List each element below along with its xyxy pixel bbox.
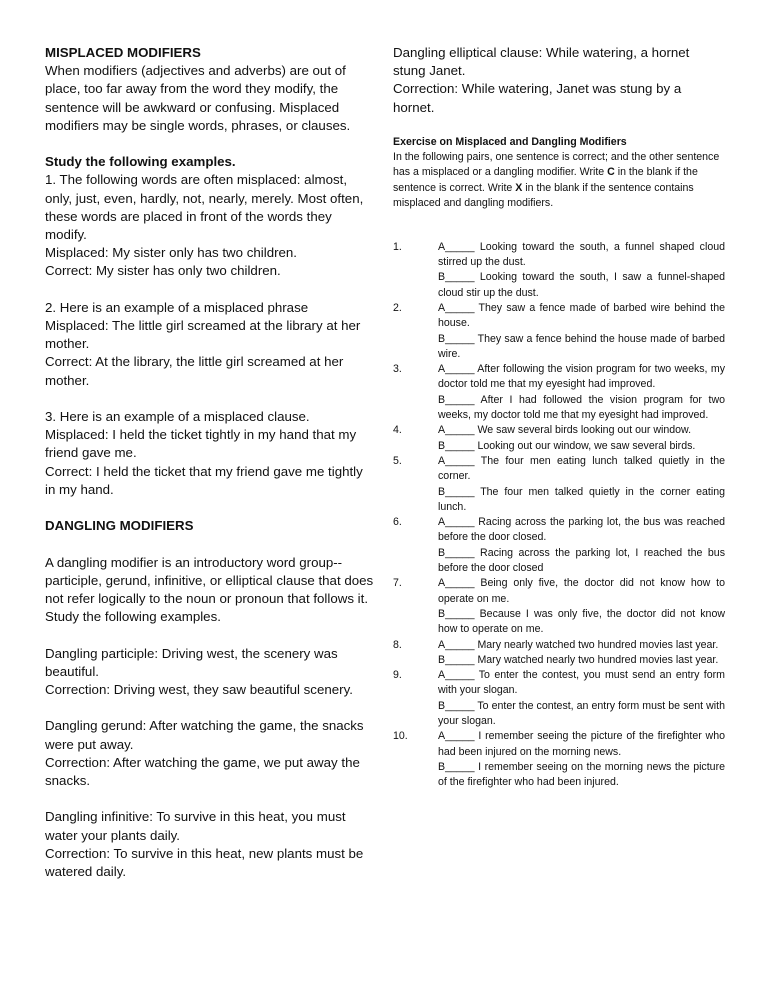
exercise-item bbox=[393, 423, 725, 454]
option-a: A_____ Mary nearly watched two hundred movies last year. bbox=[438, 638, 719, 651]
left-column bbox=[45, 44, 375, 881]
option-a: A_____ We saw several birds looking out our window. bbox=[438, 424, 692, 437]
instr-part3: in the blank if the sentence contains misplaced and dangling modifiers. bbox=[393, 181, 694, 210]
option-a: A_____ The four men eating lunch talked quietly in the corner. bbox=[438, 454, 725, 483]
example2-text: 2. Here is an example of a misplaced phrase bbox=[45, 299, 309, 315]
dangling-elliptical: Dangling elliptical clause: While watering, a hornet stung Janet. bbox=[393, 45, 690, 79]
item-number: 10. bbox=[393, 730, 408, 743]
option-a: A_____ They saw a fence made of barbed wire behind the house. bbox=[438, 302, 725, 330]
gerund-correction: Correction: After watching the game, we put away the snacks. bbox=[45, 754, 360, 789]
example3-text: 3. Here is an example of a misplaced clause. bbox=[45, 409, 310, 425]
dangling-infinitive: Dangling infinitive: To survive in this heat, you must water your plants daily. bbox=[45, 809, 346, 843]
example1-correct: Correct: My sister has only two children. bbox=[45, 263, 281, 279]
example1-text: 1. The following words are often misplaced: almost, only, just, even, hardly, not, nearly, merely. Most often, these words are placed in front of the words they modify. bbox=[45, 172, 364, 243]
participle-correction: Correction: Driving west, they saw beautiful scenery. bbox=[45, 682, 353, 698]
item-number: 7. bbox=[393, 577, 402, 590]
exercise-item bbox=[393, 638, 725, 669]
item-number: 1. bbox=[393, 240, 402, 253]
study-heading: Study the following examples. bbox=[45, 154, 236, 170]
option-b: B_____ Mary watched nearly two hundred movies last year. bbox=[438, 653, 719, 666]
instr-part1: In the following pairs, one sentence is correct; and the other sentence has a misplaced or a dangling modifier. Write bbox=[393, 150, 720, 179]
example3-misplaced: Misplaced: I held the ticket tightly in my hand that my friend gave me. bbox=[45, 427, 357, 461]
exercise-title: Exercise on Misplaced and Dangling Modifiers bbox=[393, 135, 627, 148]
exercise-item bbox=[393, 301, 725, 362]
dangling-gerund: Dangling gerund: After watching the game, the snacks were put away. bbox=[45, 718, 364, 752]
option-a: A_____ I remember seeing the picture of the firefighter who had been injured on the morning news. bbox=[438, 730, 725, 758]
elliptical-correction: Correction: While watering, Janet was stung by a hornet. bbox=[393, 81, 682, 115]
option-a: A_____ To enter the contest, you must send an entry form with your slogan. bbox=[438, 669, 725, 697]
item-number: 8. bbox=[393, 638, 402, 651]
item-number: 5. bbox=[393, 454, 402, 467]
option-b: B_____ Racing across the parking lot, I reached the bus before the door closed bbox=[438, 546, 725, 575]
option-a: A_____ After following the vision program for two weeks, my doctor told me that my eyesight had improved. bbox=[438, 363, 725, 391]
option-b: B_____ They saw a fence behind the house made of barbed wire. bbox=[438, 332, 725, 360]
right-column bbox=[393, 44, 725, 791]
misplaced-modifiers-heading: MISPLACED MODIFIERS bbox=[45, 45, 201, 60]
exercise-item bbox=[393, 668, 725, 729]
option-b: B_____ The four men talked quietly in the corner eating lunch. bbox=[438, 485, 725, 513]
instr-part2: in the blank if the sentence is correct. Write bbox=[393, 166, 698, 194]
exercise-item bbox=[393, 515, 725, 576]
option-b: B_____ Because I was only five, the doctor did not know how to operate on me. bbox=[438, 607, 725, 636]
exercise-item bbox=[393, 454, 725, 515]
option-b: B_____ After I had followed the vision program for two weeks, my doctor told me that my eyesight had improved. bbox=[438, 393, 725, 422]
item-number: 3. bbox=[393, 363, 402, 376]
exercise-item bbox=[393, 729, 725, 790]
instr-x: X bbox=[515, 181, 523, 194]
option-a: A_____ Being only five, the doctor did not know how to operate on me. bbox=[438, 577, 725, 605]
dangling-study: Study the following examples. bbox=[45, 609, 221, 625]
option-b: B_____ To enter the contest, an entry form must be sent with your slogan. bbox=[438, 699, 725, 728]
instr-c: C bbox=[607, 166, 615, 179]
option-b: B_____ Looking toward the south, I saw a funnel-shaped cloud stir up the dust. bbox=[438, 271, 725, 299]
dangling-intro: A dangling modifier is an introductory word group--participle, gerund, infinitive, or elliptical clause that does not refer logically to the noun or pronoun that follows it. bbox=[45, 554, 374, 607]
item-number: 2. bbox=[393, 302, 402, 314]
exercise-item bbox=[393, 240, 725, 301]
exercise-instructions bbox=[393, 150, 725, 212]
option-b: B_____ I remember seeing on the morning news the picture of the firefighter who had been injured. bbox=[438, 760, 725, 789]
option-a: A_____ Looking toward the south, a funnel shaped cloud stirred up the dust. bbox=[438, 240, 725, 269]
exercise-item bbox=[393, 362, 725, 423]
exercise-items bbox=[393, 240, 725, 791]
infinitive-correction: Correction: To survive in this heat, new plants must be watered daily. bbox=[45, 845, 364, 880]
misplaced-intro: When modifiers (adjectives and adverbs) are out of place, too far away from the word they modify, the sentence will be awkward or confusing. Misplaced modifiers may be single words, phrases, or clauses. bbox=[45, 63, 351, 133]
item-number: 4. bbox=[393, 424, 402, 437]
example2-misplaced: Misplaced: The little girl screamed at the library at her mother. bbox=[45, 318, 361, 352]
exercise-item bbox=[393, 576, 725, 637]
dangling-modifiers-heading: DANGLING MODIFIERS bbox=[45, 518, 194, 534]
item-number: 6. bbox=[393, 516, 402, 529]
item-number: 9. bbox=[393, 669, 402, 682]
example2-correct: Correct: At the library, the little girl screamed at her mother. bbox=[45, 354, 344, 388]
example3-correct: Correct: I held the ticket that my friend gave me tightly in my hand. bbox=[45, 463, 363, 497]
option-a: A_____ Racing across the parking lot, the bus was reached before the door closed. bbox=[438, 516, 725, 544]
option-b: B_____ Looking out our window, we saw several birds. bbox=[438, 439, 696, 452]
dangling-participle: Dangling participle: Driving west, the scenery was beautiful. bbox=[45, 645, 338, 679]
example1-misplaced: Misplaced: My sister only has two children. bbox=[45, 245, 297, 261]
